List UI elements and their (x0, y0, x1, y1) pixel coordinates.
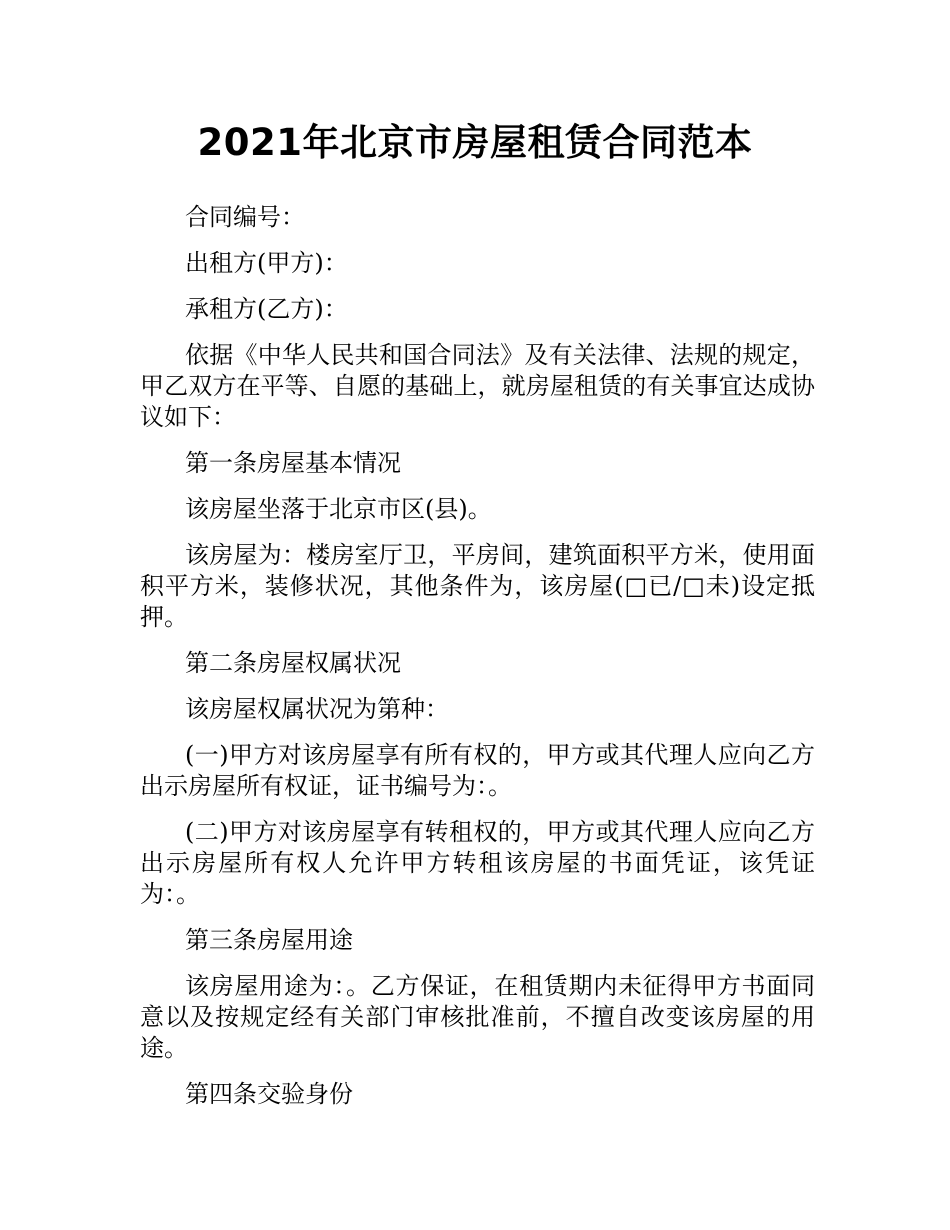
article-3-usage: 该房屋用途为：。乙方保证，在租赁期内未征得甲方书面同意以及按规定经有关部门审核批准前，不擅自改变该房屋的用途。 (140, 972, 815, 1062)
contract-number-line: 合同编号： (185, 203, 305, 231)
article-2-item-2: (二)甲方对该房屋享有转租权的，甲方或其代理人应向乙方出示房屋所有权人允许甲方转租该房屋的书面凭证，该凭证为：。 (140, 818, 815, 908)
article-1-location: 该房屋坐落于北京市区(县)。 (185, 495, 492, 523)
article-4-heading: 第四条交验身份 (185, 1080, 353, 1108)
article-1-heading: 第一条房屋基本情况 (185, 449, 401, 477)
lessor-line: 出租方(甲方)： (185, 249, 348, 277)
lessee-line: 承租方(乙方)： (185, 295, 348, 323)
article-3-heading: 第三条房屋用途 (185, 926, 353, 954)
article-2-intro: 该房屋权属状况为第种： (185, 695, 449, 723)
article-1-details: 该房屋为：楼房室厅卫，平房间，建筑面积平方米，使用面积平方米，装修状况，其他条件为，该房屋(□已/□未)设定抵押。 (140, 541, 815, 631)
document-title: 2021年北京市房屋租赁合同范本 (197, 121, 753, 164)
article-2-heading: 第二条房屋权属状况 (185, 649, 401, 677)
preamble-paragraph: 依据《中华人民共和国合同法》及有关法律、法规的规定，甲乙双方在平等、自愿的基础上，就房屋租赁的有关事宜达成协议如下： (140, 341, 815, 431)
document-body (140, 202, 815, 1125)
article-2-item-1: (一)甲方对该房屋享有所有权的，甲方或其代理人应向乙方出示房屋所有权证，证书编号为：。 (140, 741, 815, 800)
